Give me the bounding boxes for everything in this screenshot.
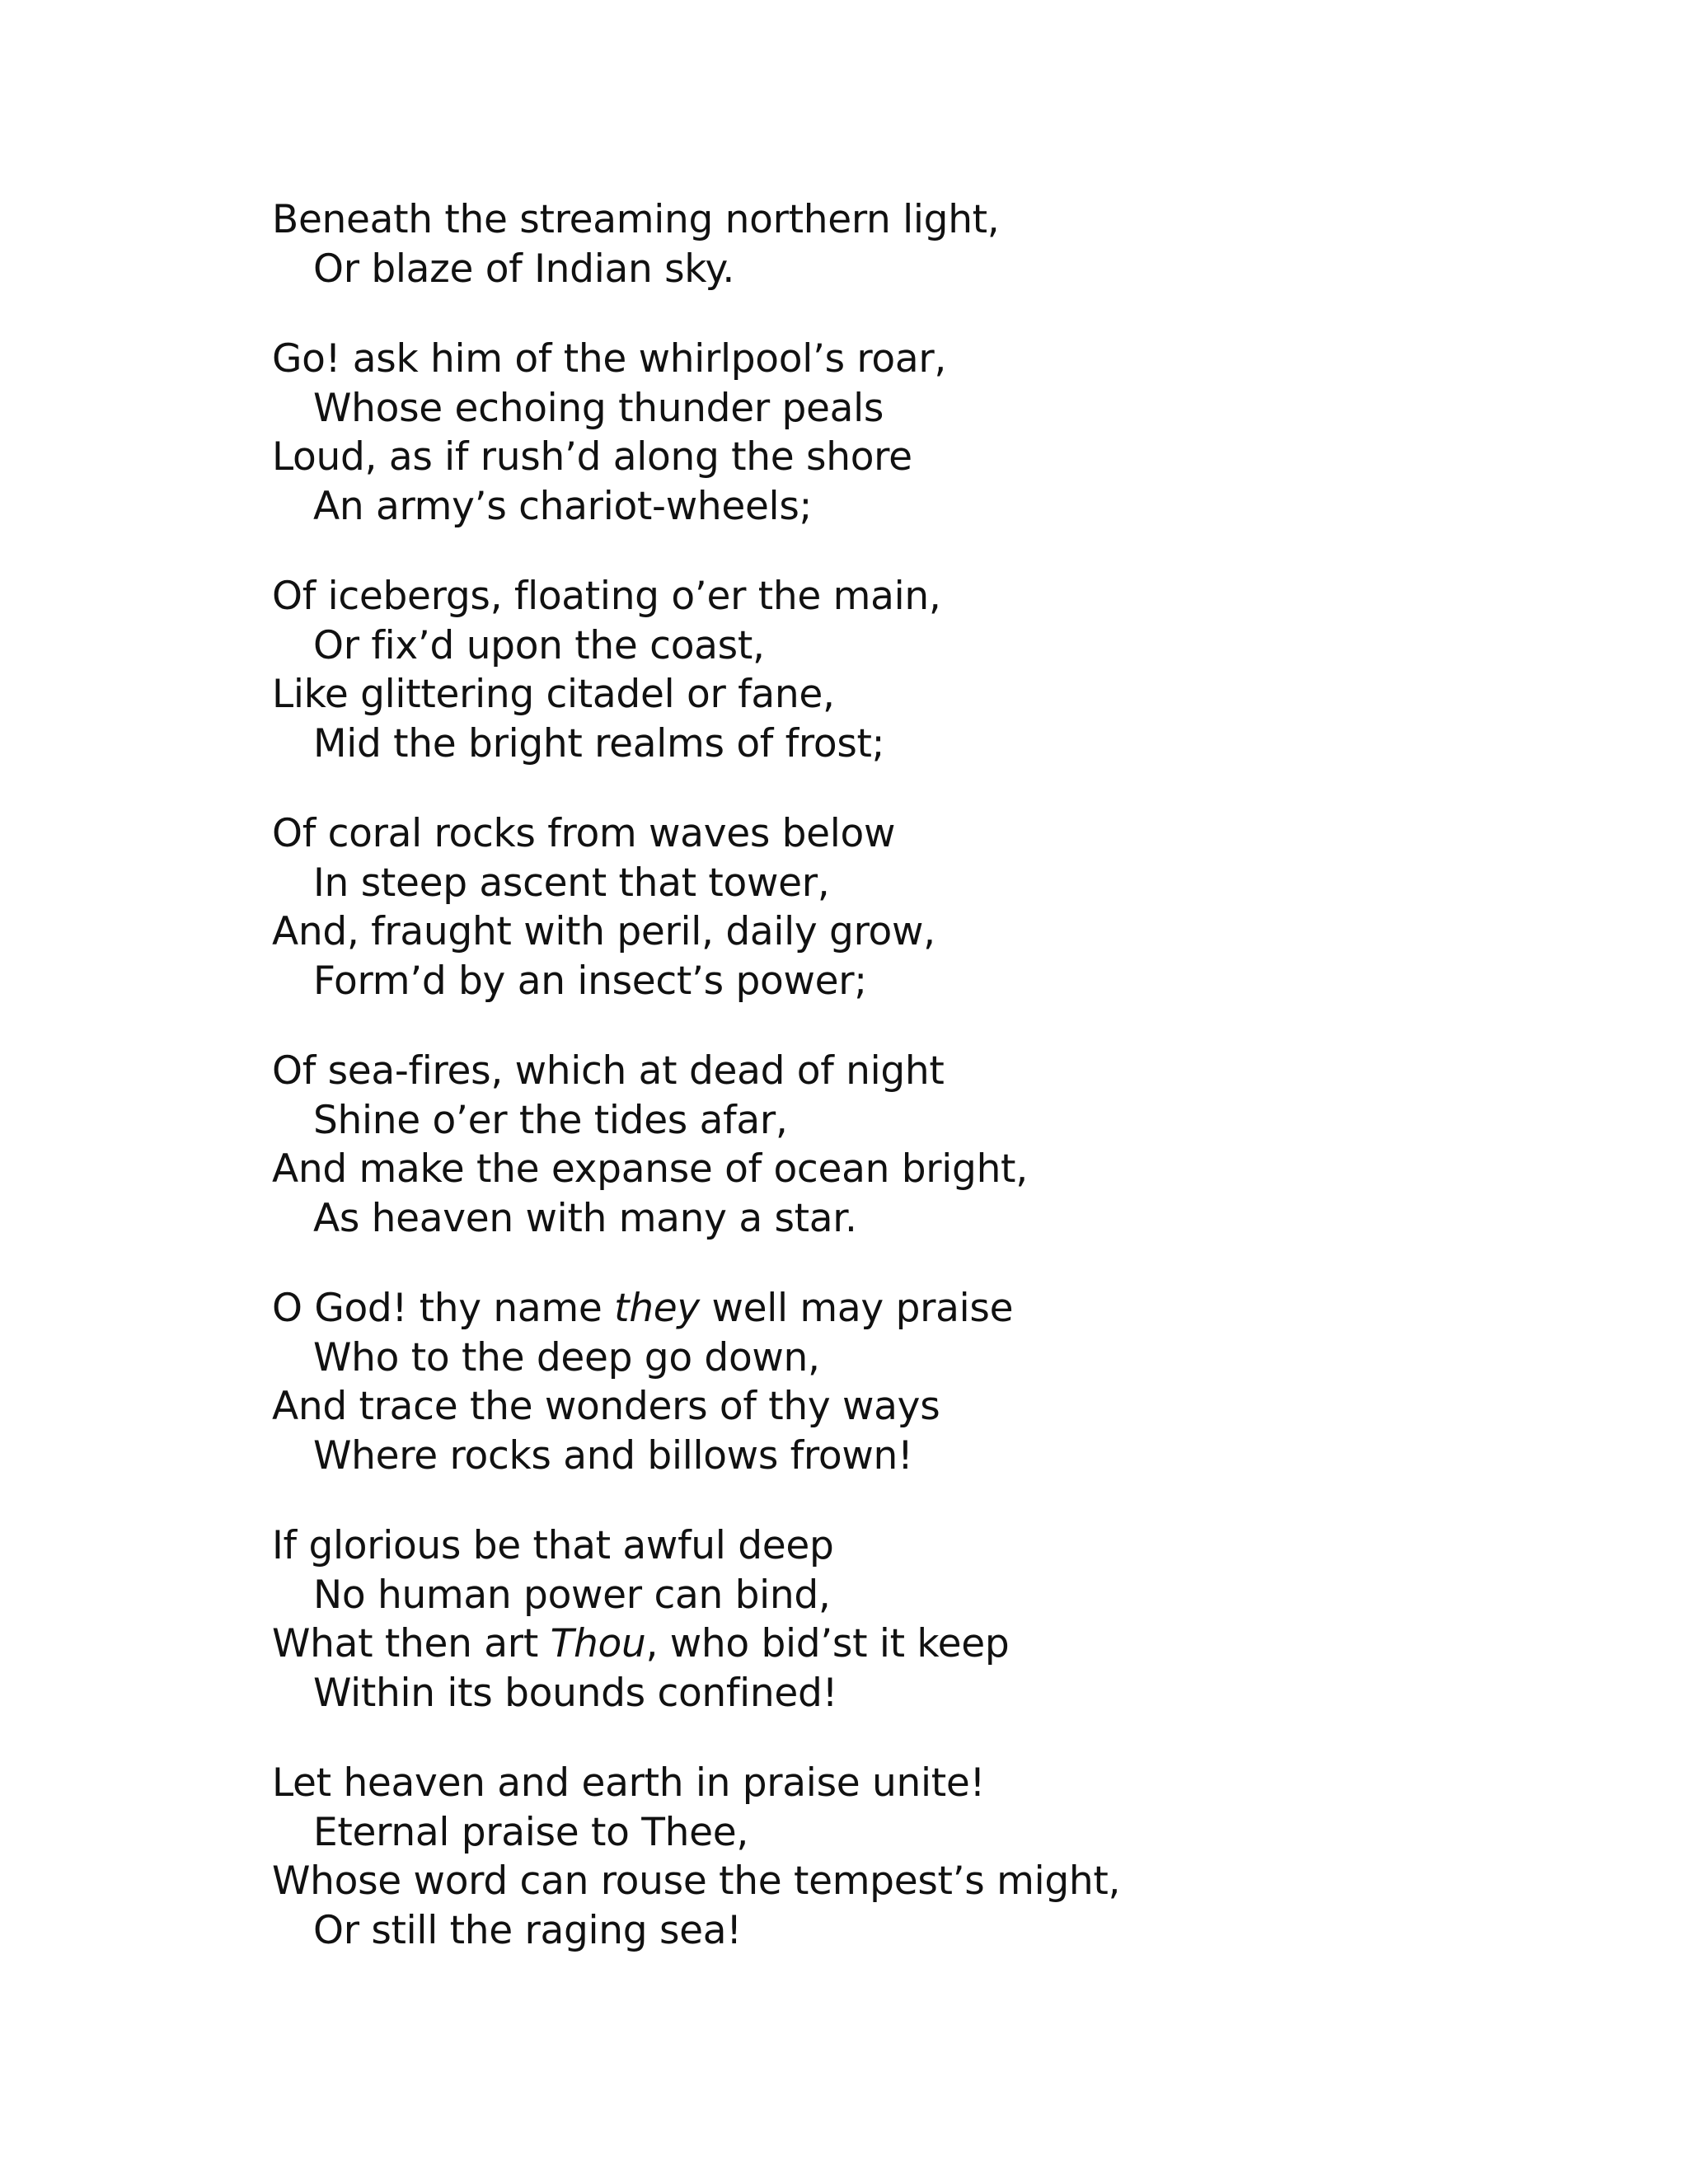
line-text: Whose echoing thunder peals xyxy=(313,385,884,431)
poem-line xyxy=(272,1382,1591,1432)
stanza xyxy=(272,1284,1591,1480)
poem-line xyxy=(272,670,1591,719)
poem-line xyxy=(272,1619,1591,1669)
line-text: No human power can bind, xyxy=(313,1572,831,1618)
poem-line xyxy=(272,1194,1591,1244)
line-text: Mid the bright realms of frost; xyxy=(313,720,885,766)
line-text: Eternal praise to Thee, xyxy=(313,1809,748,1855)
line-text: Beneath the streaming northern light, xyxy=(272,197,1000,242)
line-text: In steep ascent that tower, xyxy=(313,860,830,906)
poem-line xyxy=(272,1047,1591,1096)
line-text: Of icebergs, floating o’er the main, xyxy=(272,574,941,619)
stanza xyxy=(272,1047,1591,1243)
stanza xyxy=(272,809,1591,1005)
stanza xyxy=(272,572,1591,768)
poem-line xyxy=(272,1669,1591,1718)
line-text: well may praise xyxy=(699,1286,1014,1331)
line-text: Whose word can rouse the tempest’s might, xyxy=(272,1858,1121,1904)
poem-line xyxy=(272,1284,1591,1333)
poem-line xyxy=(272,621,1591,671)
line-text: And make the expanse of ocean bright, xyxy=(272,1146,1028,1192)
poem-line xyxy=(272,1857,1591,1906)
poem-line xyxy=(272,384,1591,434)
line-text: Or fix’d upon the coast, xyxy=(313,622,765,668)
poem-line xyxy=(272,1096,1591,1146)
poem-line xyxy=(272,1571,1591,1620)
stanza xyxy=(272,1759,1591,1955)
poem-line xyxy=(272,957,1591,1006)
stanza xyxy=(272,195,1591,293)
stanza xyxy=(272,1521,1591,1718)
line-text: Of sea-fires, which at dead of night xyxy=(272,1048,945,1094)
line-text: Within its bounds confined! xyxy=(313,1670,838,1716)
poem-line xyxy=(272,859,1591,908)
poem-line xyxy=(272,1521,1591,1571)
poem-line xyxy=(272,719,1591,769)
line-text: Let heaven and earth in praise unite! xyxy=(272,1760,986,1806)
line-text: Like glittering citadel or fane, xyxy=(272,672,835,717)
poem-line xyxy=(272,1333,1591,1383)
poem-line xyxy=(272,1808,1591,1858)
poem-line xyxy=(272,1432,1591,1481)
line-text: Or blaze of Indian sky. xyxy=(313,246,734,292)
poem-line xyxy=(272,433,1591,482)
line-text: Form’d by an insect’s power; xyxy=(313,958,867,1004)
poem-body xyxy=(272,195,1591,1996)
line-text: Or still the raging sea! xyxy=(313,1907,742,1953)
line-text: And, fraught with peril, daily grow, xyxy=(272,909,935,954)
poem-line xyxy=(272,1759,1591,1808)
line-text: , who bid’st it keep xyxy=(645,1621,1010,1666)
poem-line xyxy=(272,809,1591,859)
poem-line xyxy=(272,195,1591,245)
poem-line xyxy=(272,1145,1591,1194)
poem-line xyxy=(272,1906,1591,1956)
emphasized-word: Thou xyxy=(550,1621,646,1666)
line-text: If glorious be that awful deep xyxy=(272,1523,834,1568)
line-text: Of coral rocks from waves below xyxy=(272,811,896,856)
poem-line xyxy=(272,335,1591,384)
line-text: An army’s chariot-wheels; xyxy=(313,483,813,529)
poem-line xyxy=(272,245,1591,294)
line-text: And trace the wonders of thy ways xyxy=(272,1384,940,1429)
line-text: O God! thy name xyxy=(272,1286,615,1331)
line-text: Shine o’er the tides afar, xyxy=(313,1097,788,1143)
line-text: Loud, as if rush’d along the shore xyxy=(272,434,912,480)
line-text: Where rocks and billows frown! xyxy=(313,1432,913,1479)
line-text: Who to the deep go down, xyxy=(313,1334,820,1380)
poem-line xyxy=(272,482,1591,532)
poem-line xyxy=(272,572,1591,621)
line-text: Go! ask him of the whirlpool’s roar, xyxy=(272,336,947,382)
poem-line xyxy=(272,907,1591,957)
emphasized-word: they xyxy=(614,1286,700,1331)
stanza xyxy=(272,335,1591,531)
line-text: As heaven with many a star. xyxy=(313,1195,857,1241)
line-text: What then art xyxy=(272,1621,551,1666)
